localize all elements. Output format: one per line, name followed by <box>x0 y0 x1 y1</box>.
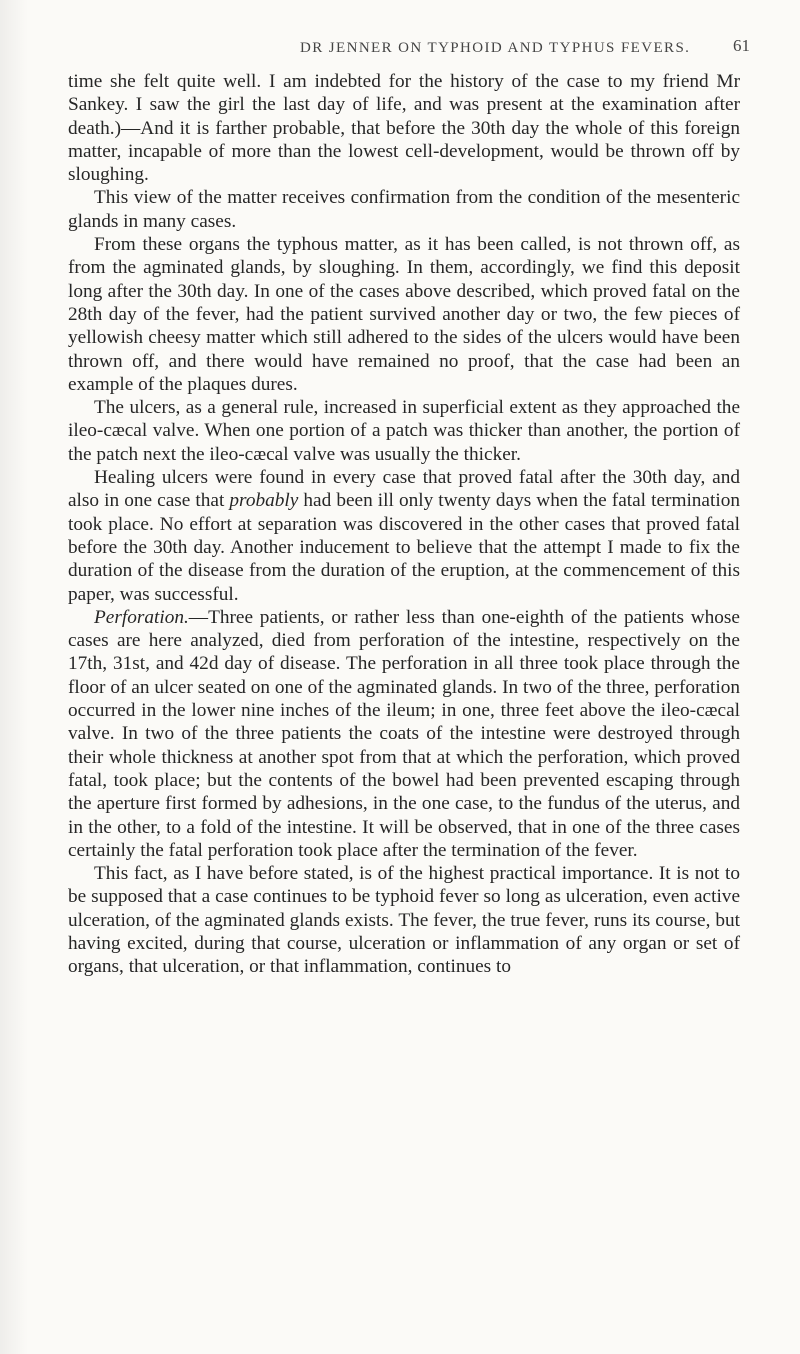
emphasis: probably <box>229 490 299 512</box>
section-heading: Perforation. <box>94 606 189 628</box>
paragraph-text: —Three patients, or rather less than one-eighth of the patients whose cases are here analyzed, died from perforation of the intestine, respectively on the 17th, 31st, and 42d day of disease. The perforation in all three took place through the floor of an ulcer seated on one of the agminated glands. In two of the three, perforation occurred in the lower nine inches of the ileum; in one, three feet above the ileo-cæcal valve. In two of the three patients the coats of the intestine were destroyed through their whole thickness at another spot from that at which the perforation, which proved fatal, took place; but the contents of the bowel had been prevented escaping through the aperture first formed by adhesions, in the one case, to the fundus of the uterus, and in the other, to a fold of the intestine. It will be observed, that in one of the three cases certainly the fatal perforation took place after the termination of the fever. <box>68 606 740 861</box>
paragraph: The ulcers, as a general rule, increased in superficial extent as they approached the ileo-cæcal valve. When one portion of a patch was thicker than another, the portion of the patch next the ileo-cæcal valve was usually the thicker. <box>68 397 740 465</box>
paragraph: This view of the matter receives confirmation from the condition of the mesenteric glands in many cases. <box>68 187 740 232</box>
paragraph <box>68 466 740 606</box>
paragraph-text: Healing ulcers were found in every case that proved fatal after the 30th day, and also in one case that <box>68 467 740 512</box>
body-text <box>68 70 740 979</box>
running-head: DR JENNER ON TYPHOID AND TYPHUS FEVERS. <box>300 40 691 56</box>
paragraph-text: had been ill only twenty days when the fatal termination took place. No effort at separation was discovered in the other cases that proved fatal before the 30th day. Another inducement to believe that the attempt I made to fix the duration of the disease from the duration of the eruption, at the commencement of this paper, was successful. <box>68 490 740 605</box>
paragraph: This fact, as I have before stated, is of the highest practical importance. It is not to be supposed that a case continues to be typhoid fever so long as ulceration, even active ulceration, of the agminated glands exists. The fever, the true fever, runs its course, but having excited, during that course, ulceration or inflammation of any organ or set of organs, that ulceration, or that inflammation, continues to <box>68 863 740 978</box>
paragraph: time she felt quite well. I am indebted for the history of the case to my friend Mr Sankey. I saw the girl the last day of life, and was present at the examination after death.)—And it is farther probable, that before the 30th day the whole of this foreign matter, incapable of more than the lowest cell-development, would be thrown off by sloughing. <box>68 71 740 186</box>
paragraph <box>68 606 740 862</box>
paragraph: From these organs the typhous matter, as it has been called, is not thrown off, as from the agminated glands, by sloughing. In them, accordingly, we find this deposit long after the 30th day. In one of the cases above described, which proved fatal on the 28th day of the fever, had the patient survived another day or two, the few pieces of yellowish cheesy matter which still adhered to the sides of the ulcers would have been thrown off, and there would have remained no proof, that the case had been an example of the plaques dures. <box>68 234 740 395</box>
page-number: 61 <box>733 36 750 55</box>
